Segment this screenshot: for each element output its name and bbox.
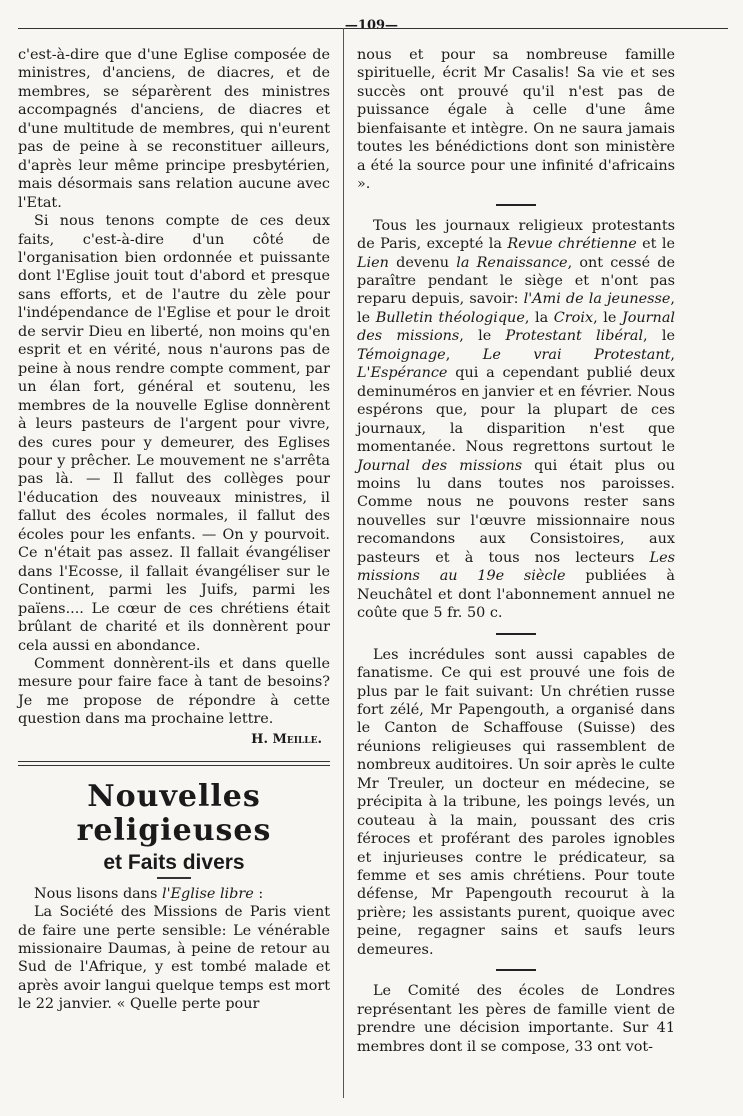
news-item: Le Comité des écoles de Londres représentant les pères de famille vient de prendre une décision importante. Sur 41 membres dont il se compose, 33 ont vot- <box>357 983 675 1055</box>
news-item-continuation: nous et pour sa nombreuse famille spirituelle, écrit Mr Casalis! Sa vie et ses succès ont prouvé qu'il n'est pas de puissance égale à celle d'une âme bienfaisante et intègre. On ne saura jamais toutes les bénédictions dont son ministère a été la source pour une infinité d'africains ». <box>357 47 675 193</box>
lead-line: Nous lisons dans l'Eglise libre : <box>34 885 264 902</box>
section-title: Nouvelles religieuses <box>76 779 272 849</box>
section-divider <box>18 761 330 766</box>
source-title: l'Eglise libre <box>161 885 254 902</box>
item-separator <box>496 204 536 206</box>
section-subtitle: et Faits divers <box>103 851 245 875</box>
author-signature: H. Meille. <box>251 731 322 747</box>
item-separator <box>496 633 536 635</box>
item-separator <box>496 969 536 971</box>
paragraph: c'est-à-dire que d'une Eglise composée de ministres, d'anciens, de diacres, et de membres, se séparèrent des ministres accompagnés d'anciens, de diacres et d'une multitude de membres, qui n'eurent pas de peine à se reconstituer ailleurs, d'après leur même principe presbytérien, mais désormais sans relation aucune avec l'Etat. <box>18 47 330 211</box>
left-column <box>18 46 330 1014</box>
header-rule <box>18 28 728 29</box>
title-rule <box>157 877 191 879</box>
news-item: Les incrédules sont aussi capables de fanatisme. Ce qui est prouvé une fois de plus par le fait suivant: Un chrétien russe fort zélé, Mr Papengouth, a organisé dans le Canton de Schaffouse (Suisse) des réunions religieuses qui rassemblent de nombreux auditoires. Un soir après le culte Mr Treuler, un docteur en médecine, se précipita à la tribune, les poings levés, un couteau à la main, poussant des cris féroces et proférant des paroles ignobles et injurieuses contre le prédicateur, sa femme et ses amis chrétiens. Pour toute défense, Mr Papengouth recourut à la prière; les assistants purent, quoique avec peine, regagner sains et saufs leurs demeures. <box>357 646 675 958</box>
page-number: —109— <box>344 18 399 33</box>
right-column <box>357 46 675 1056</box>
news-item: Tous les journaux religieux protestants de Paris, excepté la Revue chrétienne et le Lien devenu la Renaissance, ont cessé de paraître pendant le siège et n'ont pas reparu depuis, savoir: l'Ami de la jeunesse, le Bulletin théologique, la Croix, le Journal des missions, le Protestant libéral, le Témoignage, Le vrai Protestant, L'Espérance qui a cependant publié deux deminuméros en janvier et en février. Nous espérons que, pour la plupart de ces journaux, la disparition n'est que momentanée. Nous regrettons surtout le Journal des missions qui était plus ou moins lu dans toutes nos paroisses. Comme nous ne pouvons rester sans nouvelles sur l'œuvre missionnaire nous recomandons aux Consistoires, aux pasteurs et à tous nos lecteurs Les missions au 19e siècle publiées à Neuchâtel et dont l'abonnement annuel ne coûte que 5 fr. 50 c. <box>357 217 675 622</box>
column-divider <box>343 28 344 1098</box>
paragraph: Comment donnèrent-ils et dans quelle mesure pour faire face à tant de besoins? Je me propose de répondre à cette question dans ma prochaine lettre. <box>18 655 330 728</box>
paragraph: Si nous tenons compte de ces deux faits, c'est-à-dire d'un côté de l'organisation bien ordonnée et puissante dont l'Eglise jouit tout d'abord et presque sans efforts, et de l'autre du zèle pour l'indépendance de l'Eglise et pour le droit de servir Dieu en liberté, non moins qu'en esprit et en vérité, nous n'aurons pas de peine à nous rendre compte comment, par un élan fort, général et soutenu, les membres de la nouvelle Eglise donnèrent à leurs pasteurs de l'argent pour vivre, des cures pour y demeurer, des Eglises pour y prêcher. Le mouvement ne s'arrêta pas là. — Il fallut des collèges pour l'éducation des nouveaux ministres, il fallut des écoles normales, il fallut des écoles pour les enfants. — On y pourvoit. Ce n'était pas assez. Il fallait évangéliser dans l'Ecosse, il fallait évangéliser sur le Continent, parmi les Juifs, parmi les païens.... Le cœur de ces chrétiens était brûlant de charité et ils donnèrent pour cela aussi en abondance. <box>18 213 330 654</box>
news-item: La Société des Missions de Paris vient de faire une perte sensible: Le vénérable missionaire Daumas, à peine de retour au Sud de l'Afrique, y est tombé malade et après avoir langui quelque temps est mort le 22 janvier. « Quelle perte pour <box>18 904 330 1013</box>
